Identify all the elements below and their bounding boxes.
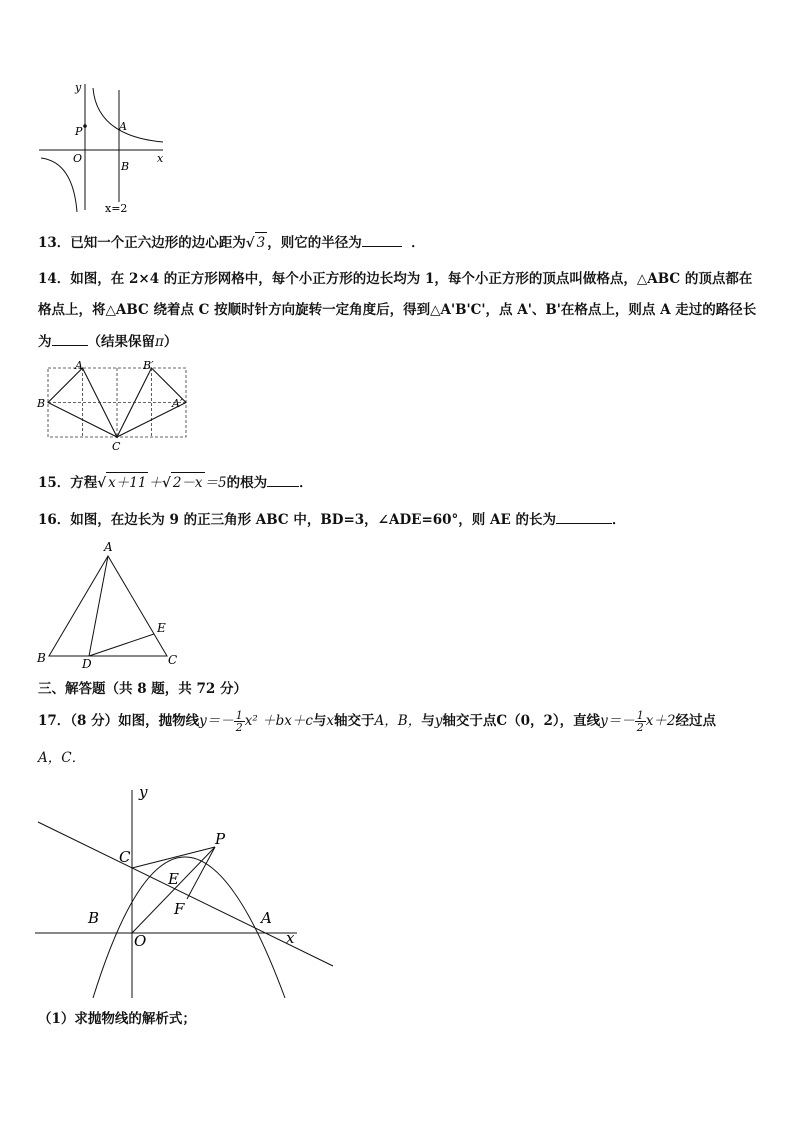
q17-frac2-num: 1 [636,709,644,722]
q17-fraction-1 [234,710,245,733]
q15-plus: ＋ [148,475,162,491]
question-13: 13．已知一个正六边形的边心距为√ 3 ，则它的半径为 ． [38,232,425,253]
q13-text: 已知一个正六边形的边心距为 [70,235,246,251]
question-17 [38,710,716,733]
label-a: A [119,120,127,133]
parabola-figure [35,780,340,1005]
q14-line3-end: ） [163,334,178,350]
q17-axis-2: 轴交于点 [442,713,497,729]
q14-line3-mid: （结果保留 [87,334,155,350]
q16-blank [556,509,612,524]
label-p: P [75,125,83,138]
q16-text: 16．如图，在边长为 9 的正三角形 ABC 中，BD=3，∠ADE=60°，则 AE 的长为 [38,512,556,528]
q13-number: 13． [38,235,71,251]
q17-point-c: C（0，2） [496,713,560,729]
q17-eq2-end: x＋2 [645,713,676,729]
label-d: D [82,657,92,670]
label-x: x [286,929,295,947]
section-3-heading: 三、解答题（共 8 题，共 72 分） [38,681,247,697]
label-f: F [174,900,185,918]
label-b: B [37,651,46,665]
q17-and-2: 与 [421,713,435,729]
q17-x: x [326,713,335,729]
q17-frac1-den: 2 [235,721,243,734]
q17-sub-1: （1）求抛物线的解析式； [38,1011,196,1027]
label-b: B [121,160,130,173]
label-c: C [119,848,131,866]
q17-frac1-num: 1 [235,709,243,722]
q17-eq1-end: x² ＋bx＋c [244,713,313,729]
label-p: P [215,830,226,848]
q13-end: ． [411,235,425,251]
q13-blank [362,232,402,247]
label-x: x [157,152,164,165]
label-b-prime: B′ [143,360,154,372]
q14-pi: π [155,334,164,350]
q17-passes: 经过点 [675,713,716,729]
label-o: O [134,932,147,950]
label-a-prime: A′ [172,397,183,410]
q15-tail: 的根为 [226,475,268,491]
q14-line-2: 格点上，将△ABC 绕着点 C 按顺时针方向旋转一定角度后，得到△A'B'C'，点 A'、B'在格点上，则点 A 走过的路径长 [38,302,757,318]
q17-and-1: 与 [312,713,327,729]
q17-y: y [434,713,443,729]
q17-line-2 [38,748,85,768]
parabola-lines [35,790,333,998]
q14-line-1: 14．如图，在 2×4 的正方形网格中，每个小正方形的边长均为 1，每个小正方形的顶点叫做格点，△ABC 的顶点都在 [38,271,753,287]
hyperbola-figure [35,78,170,218]
label-o: O [73,152,83,165]
q17-frac2-den: 2 [636,721,644,734]
q13-radicand: 3 [255,232,268,253]
label-b: B [88,909,100,927]
label-y: y [75,81,82,94]
label-a: A [261,909,272,927]
label-a: A [104,540,113,554]
q15-prefix: 15．方程 [38,475,98,491]
q17-axis-1: 轴交于 [334,713,375,729]
triangle-lines [49,556,167,656]
q15-radicand-1: x＋11 [106,472,148,493]
question-15: 15．方程√ x＋11 ＋√ 2－x ＝5的根为 ． [38,472,313,493]
q14-line-3 [38,331,177,352]
q14-line3-prefix: 为 [38,334,52,350]
q15-blank [267,472,299,487]
q17-fraction-2 [635,710,646,733]
question-16 [38,509,625,530]
q15-equals: ＝5 [204,475,227,491]
q17-eq2-start: y＝－ [600,713,635,729]
q15-radicand-2: 2－x [171,472,205,493]
label-c: C [168,653,178,667]
dashed-grid [48,368,186,437]
q17-intro: 17．（8 分）如图，抛物线 [38,713,200,729]
label-e: E [168,870,179,888]
hyperbola-branch-2 [41,158,77,212]
q17-line-word: ，直线 [559,713,601,729]
label-b: B [37,397,46,410]
q17-points-ac: A，C． [38,750,86,766]
q13-tail: ，则它的半径为 [267,235,362,251]
label-e: E [157,621,166,635]
grid-figure [35,360,195,452]
label-line: x=2 [105,202,128,215]
triangle-figure [35,538,185,670]
label-c: C [112,440,121,452]
q17-points-ab: A，B， [374,713,422,729]
q14-blank [52,331,88,346]
q17-eq1-start: y＝－ [199,713,234,729]
q16-end: ． [611,512,626,528]
label-y: y [139,783,148,801]
label-a: A [75,360,83,372]
q15-end: ． [299,475,313,491]
point-p [83,124,87,128]
hyperbola-branch-1 [93,88,163,142]
